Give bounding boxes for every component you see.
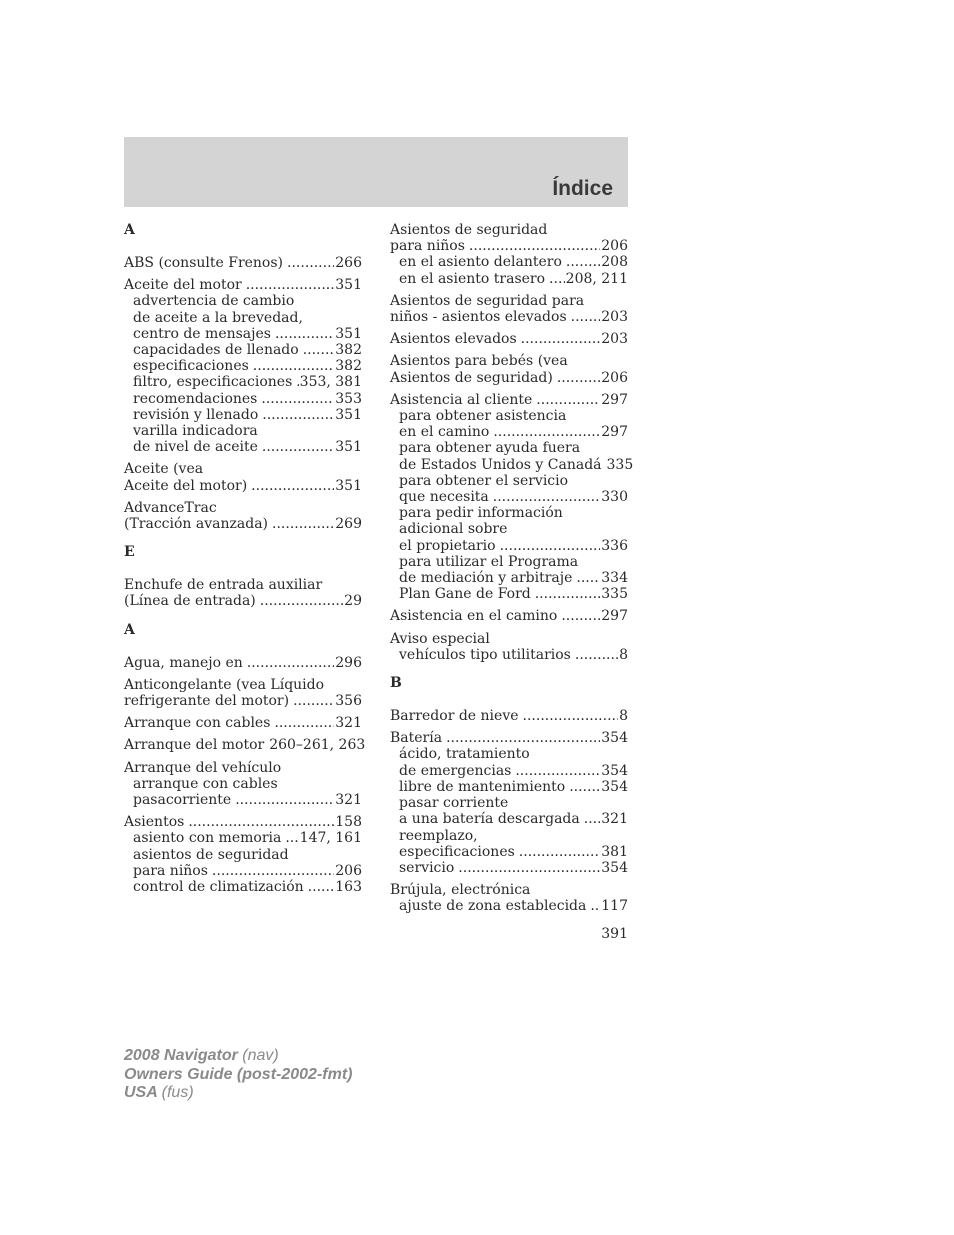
index-entry — [124, 577, 362, 609]
section-letter: A — [124, 621, 135, 638]
entry-page: 382 — [335, 358, 362, 375]
entry-subterm: en el camino — [399, 424, 490, 441]
entry-subterm: para pedir información — [399, 505, 563, 522]
index-entry — [390, 222, 628, 287]
entry-page: 354 — [601, 778, 628, 795]
entry-page: 351 — [335, 325, 362, 342]
index-entry — [124, 760, 362, 809]
entry-term: niños - asientos elevados — [390, 309, 567, 326]
document-footer — [124, 1047, 352, 1103]
entry-subterm: ácido, tratamiento — [399, 746, 530, 763]
entry-page: 297 — [601, 608, 628, 625]
index-entry — [390, 708, 628, 724]
entry-subterm: capacidades de llenado — [133, 342, 299, 359]
entry-subterm: libre de mantenimiento — [399, 778, 566, 795]
entry-page: 266 — [335, 255, 362, 271]
entry-page: 354 — [601, 730, 628, 747]
footer-model: 2008 Navigator — [124, 1047, 238, 1064]
entry-term: Aceite del motor — [124, 277, 242, 294]
entry-subterm: vehículos tipo utilitarios — [399, 646, 571, 663]
entry-subterm: advertencia de cambio — [133, 293, 295, 310]
entry-subterm: en el asiento delantero — [399, 254, 562, 271]
section-letter: A — [124, 222, 135, 238]
entry-term: Asientos de seguridad) — [390, 369, 553, 386]
entry-term: (Tracción avanzada) — [124, 516, 269, 533]
entry-subterm: Plan Gane de Ford — [399, 586, 531, 603]
entry-term: Asientos de seguridad — [390, 222, 548, 238]
entry-page: 351 — [335, 439, 362, 456]
entry-subterm: para obtener ayuda fuera — [399, 440, 581, 457]
entry-subterm: varilla indicadora — [133, 423, 258, 440]
entry-subterm: para niños — [133, 862, 208, 879]
entry-subterm: revisión y llenado — [133, 406, 259, 423]
entry-subterm: centro de mensajes — [133, 325, 271, 342]
page-title: Índice — [552, 177, 613, 200]
entry-page: 336 — [601, 537, 628, 554]
entry-subterm: especificaciones — [133, 358, 249, 375]
index-entry — [390, 631, 628, 663]
entry-term: Brújula, electrónica — [390, 882, 531, 899]
section-letter: B — [390, 675, 402, 692]
index-entry — [124, 715, 362, 731]
entry-page: 260–261, 263 — [269, 737, 366, 754]
entry-term: Asientos — [124, 814, 185, 831]
entry-subterm: filtro, especificaciones — [133, 374, 293, 391]
entry-term: Asistencia en el camino — [390, 608, 558, 625]
entry-page: 351 — [335, 277, 362, 294]
entry-term: para niños — [390, 238, 465, 255]
index-entry — [124, 677, 362, 709]
entry-page: 203 — [601, 331, 628, 348]
index-entry — [390, 391, 634, 603]
entry-term: Asientos elevados — [390, 331, 517, 348]
entry-subterm: adicional sobre — [399, 521, 508, 538]
index-entry — [124, 277, 362, 455]
entry-term: Asistencia al cliente — [390, 391, 533, 408]
index-entry — [124, 461, 362, 493]
entry-page: 351 — [335, 406, 362, 423]
entry-page: 354 — [601, 762, 628, 779]
entry-page: 381 — [601, 843, 628, 860]
entry-term: refrigerante del motor) — [124, 693, 290, 710]
entry-page: 354 — [601, 859, 628, 876]
entry-subterm: para obtener asistencia — [399, 408, 567, 425]
entry-page: 8 — [619, 646, 628, 663]
entry-subterm: que necesita — [399, 489, 489, 506]
index-entry — [390, 730, 628, 876]
entry-subterm: de mediación y arbitraje — [399, 570, 573, 587]
index-entry — [124, 737, 366, 754]
entry-term: Aceite (vea — [124, 461, 204, 478]
entry-page: 206 — [601, 369, 628, 386]
entry-term: Agua, manejo en — [124, 654, 243, 671]
footer-market: USA — [124, 1084, 158, 1101]
entry-page: 117 — [601, 898, 628, 915]
entry-term: AdvanceTrac — [124, 499, 217, 516]
entry-subterm: a una batería descargada — [399, 811, 580, 828]
index-entry — [124, 814, 362, 895]
entry-page: 334 — [601, 570, 628, 587]
entry-page: 353 — [335, 390, 362, 407]
entry-subterm: ajuste de zona establecida — [399, 898, 587, 915]
index-entry — [124, 500, 362, 532]
entry-term: Arranque del vehículo — [124, 759, 282, 776]
entry-page: 296 — [335, 654, 362, 671]
entry-page: 335 — [601, 586, 628, 603]
entry-page: 297 — [601, 424, 628, 441]
entry-subterm: recomendaciones — [133, 390, 258, 407]
entry-page: 206 — [335, 862, 362, 879]
entry-subterm: pasar corriente — [399, 795, 509, 812]
entry-subterm: de emergencias — [399, 762, 512, 779]
entry-term: Barredor de nieve — [390, 708, 519, 725]
entry-page: 147, 161 — [299, 830, 362, 847]
entry-term: Asientos de seguridad para — [390, 292, 585, 309]
index-entry — [390, 608, 628, 624]
index-entry — [390, 293, 628, 325]
entry-subterm: pasacorriente — [133, 792, 232, 809]
entry-subterm: servicio — [399, 859, 455, 876]
entry-page: 356 — [335, 693, 362, 710]
entry-term: (Línea de entrada) — [124, 593, 256, 610]
entry-page: 321 — [601, 811, 628, 828]
index-entry — [390, 353, 628, 385]
index-entry — [390, 331, 628, 347]
index-column-right — [390, 222, 634, 921]
entry-term: Aceite del motor) — [124, 477, 248, 494]
entry-page: 158 — [335, 814, 362, 831]
footer-market-code: (fus) — [161, 1084, 194, 1101]
entry-page: 8 — [619, 708, 628, 725]
entry-subterm: para utilizar el Programa — [399, 553, 579, 570]
entry-term: Aviso especial — [390, 630, 490, 647]
entry-subterm: en el asiento trasero — [399, 270, 546, 287]
entry-page: 321 — [335, 792, 362, 809]
entry-page: 206 — [601, 238, 628, 255]
entry-page: 382 — [335, 342, 362, 359]
entry-term: Arranque con cables — [124, 715, 271, 732]
entry-page: 163 — [335, 879, 362, 896]
entry-subterm: reemplazo, — [399, 827, 478, 844]
section-letter: E — [124, 544, 135, 561]
entry-page: 351 — [335, 477, 362, 494]
entry-page: 203 — [601, 309, 628, 326]
entry-page: 297 — [601, 391, 628, 408]
entry-subterm: el propietario — [399, 537, 496, 554]
entry-page: 208, 211 — [565, 270, 628, 287]
page-header-bar — [124, 137, 628, 207]
entry-page: 353, 381 — [299, 374, 362, 391]
entry-page: 321 — [335, 715, 362, 732]
entry-page: 269 — [335, 516, 362, 533]
entry-subterm: de Estados Unidos y Canadá — [399, 456, 602, 473]
entry-subterm: asiento con memoria — [133, 830, 282, 847]
entry-subterm: para obtener el servicio — [399, 472, 569, 489]
footer-guide: Owners Guide (post-2002-fmt) — [124, 1065, 353, 1083]
index-column-left — [124, 222, 366, 901]
entry-subterm: de aceite a la brevedad, — [133, 309, 303, 326]
entry-page: 29 — [344, 593, 362, 610]
index-entry — [124, 255, 362, 271]
entry-term: Asientos para bebés (vea — [390, 353, 568, 370]
entry-subterm: de nivel de aceite — [133, 439, 258, 456]
entry-term: Anticongelante (vea Líquido — [124, 676, 325, 693]
entry-page: 330 — [601, 489, 628, 506]
footer-model-code: (nav) — [242, 1047, 279, 1064]
entry-subterm: asientos de seguridad — [133, 846, 289, 863]
entry-term: Arranque del motor — [124, 737, 265, 754]
entry-term: Enchufe de entrada auxiliar — [124, 577, 323, 594]
entry-subterm: especificaciones — [399, 843, 515, 860]
entry-term: Batería — [390, 730, 443, 747]
entry-subterm: control de climatización — [133, 879, 304, 896]
entry-page: 335 — [606, 456, 634, 473]
index-entry — [124, 655, 362, 671]
entry-term: ABS (consulte Frenos) — [124, 255, 284, 271]
index-entry — [390, 882, 628, 914]
entry-page: 208 — [601, 254, 628, 271]
entry-subterm: arranque con cables — [133, 775, 278, 792]
page-number: 391 — [601, 926, 628, 942]
